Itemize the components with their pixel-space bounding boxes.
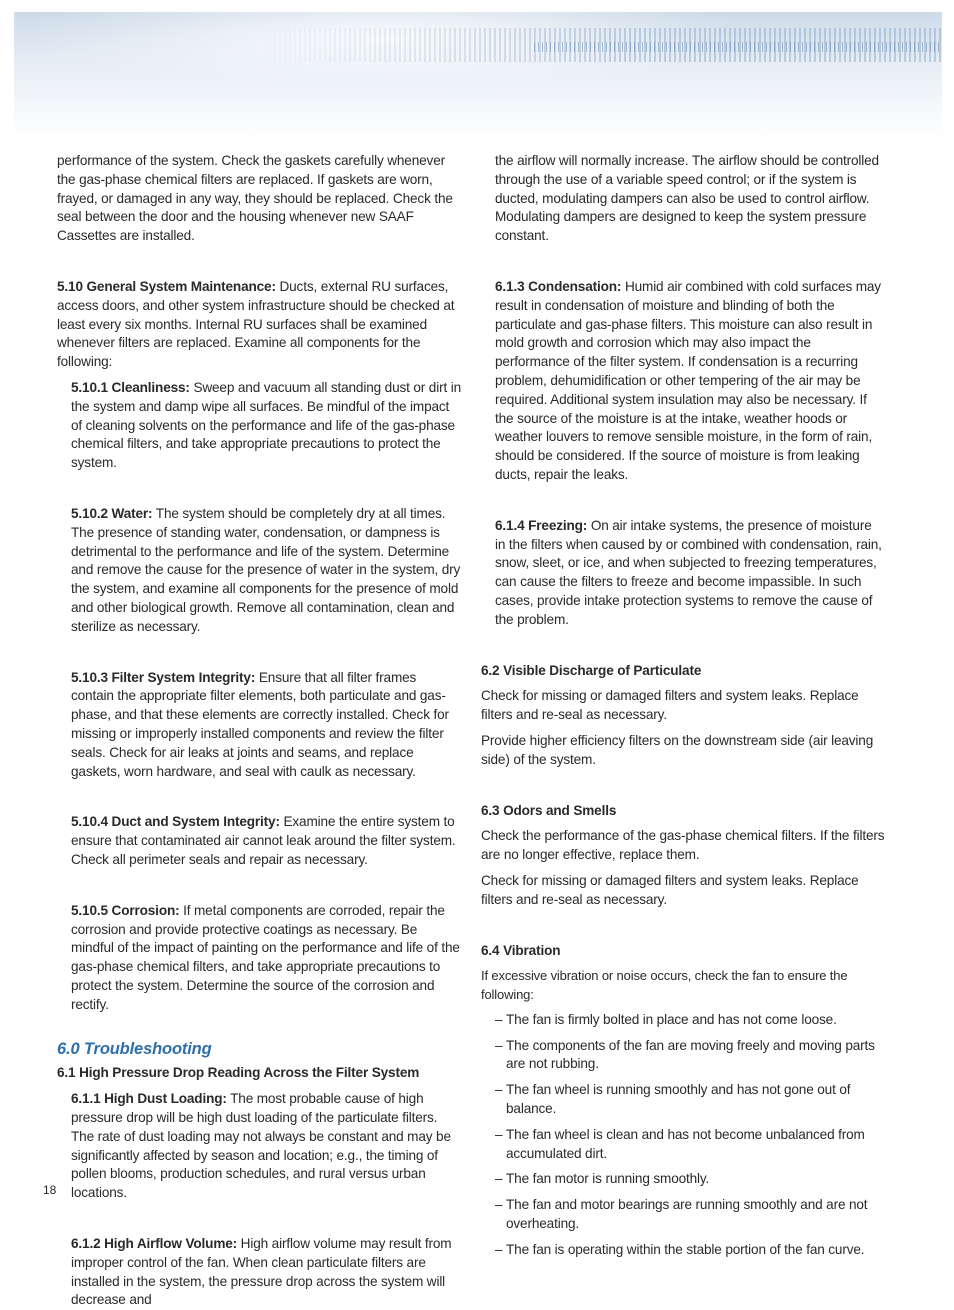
section-5-10-1 — [57, 379, 461, 473]
section-5-10-title: 5.10 General System Maintenance: — [57, 278, 276, 294]
section-5-10-2-title: 5.10.2 Water: — [71, 505, 153, 521]
section-6-1-4-title: 6.1.4 Freezing: — [495, 517, 588, 533]
section-6-1-2-title: 6.1.2 High Airflow Volume: — [71, 1236, 238, 1252]
list-item — [495, 1126, 885, 1164]
list-item — [495, 1170, 885, 1189]
page-number: 18 — [43, 1183, 57, 1197]
section-6-4-heading: 6.4 Vibration — [481, 942, 561, 958]
dash-mark: – — [495, 1037, 503, 1053]
section-5-10-text: Ducts, external RU surfaces, access doors, and other system infrastructure should be checked at least every six months. Internal RU surfaces shall be examined whenever filters are replaced. Examine all components for the following: — [57, 278, 455, 370]
section-5-10-1-text: Sweep and vacuum all standing dust or dirt in the system and damp wipe all surfaces. Be mindful of the impact of cleaning solvents on the performance and life of the gas-phase chemical filters, and take appropriate precautions to protect the system. — [71, 379, 461, 471]
banner-stripes-dark — [534, 42, 942, 52]
dash-mark: – — [495, 1082, 503, 1098]
section-6-3-p2: Check for missing or damaged filters and system leaks. Replace filters and re-seal as necessary. — [481, 872, 859, 907]
list-item-text: The components of the fan are moving freely and moving parts are not rubbing. — [506, 1037, 875, 1072]
dash-mark: – — [495, 1197, 503, 1213]
section-5-10-4-text: Examine the entire system to ensure that contaminated air cannot leak around the filter system. Check all perimeter seals and repair as necessary. — [71, 814, 456, 867]
dash-mark: – — [495, 1241, 503, 1257]
list-item-text: The fan and motor bearings are running smoothly and are not overheating. — [506, 1197, 868, 1232]
list-item-text: The fan wheel is clean and has not become unbalanced from accumulated dirt. — [506, 1126, 865, 1161]
section-6-1-3 — [481, 278, 885, 485]
intro-paragraph: performance of the system. Check the gaskets carefully whenever the gas-phase chemical filters are replaced. If gaskets are worn, frayed, or damaged in any way, they should be replaced. Check the seal between the door and the housing whenever new SAAF Cassettes are installed. — [57, 153, 453, 244]
section-6-4-intro: If excessive vibration or noise occurs, check the fan to ensure the following: — [481, 968, 848, 1003]
list-item-text: The fan is operating within the stable portion of the fan curve. — [506, 1241, 865, 1257]
section-6-1-1 — [57, 1090, 461, 1203]
list-item — [495, 1011, 885, 1030]
left-column — [57, 152, 461, 1310]
list-item — [495, 1196, 885, 1234]
dash-mark: – — [495, 1011, 503, 1027]
list-item — [495, 1241, 885, 1260]
section-6-0-heading: 6.0 Troubleshooting — [57, 1040, 212, 1059]
list-item-text: The fan wheel is running smoothly and has not gone out of balance. — [506, 1082, 851, 1117]
section-6-1-4 — [481, 517, 885, 630]
section-5-10-4-title: 5.10.4 Duct and System Integrity: — [71, 814, 280, 830]
section-6-1-2-text: High airflow volume may result from improper control of the fan. When clean particulate filters are installed in the system, the pressure drop across the system will decrease and — [71, 1236, 452, 1308]
section-6-1-1-title: 6.1.1 High Dust Loading: — [71, 1091, 227, 1107]
list-item — [495, 1081, 885, 1119]
section-5-10-1-title: 5.10.1 Cleanliness: — [71, 379, 190, 395]
header-banner — [14, 12, 942, 140]
section-6-1-heading: 6.1 High Pressure Drop Reading Across the Filter System — [57, 1065, 420, 1081]
section-5-10-5 — [57, 902, 461, 1015]
continued-paragraph: the airflow will normally increase. The airflow should be controlled through the use of a variable speed control; or if the system is ducted, modulating dampers can also be used to control airflow. Modulating dampers are designed to keep the system pressure constant. — [495, 153, 879, 244]
section-6-2-p2: Provide higher efficiency filters on the downstream side (air leaving side) of the system. — [481, 732, 874, 767]
section-5-10-4 — [57, 813, 461, 869]
dash-mark: – — [495, 1126, 503, 1142]
section-5-10-3-text: Ensure that all filter frames contain the appropriate filter elements, both particulate and gas-phase, and that these elements are correctly installed. Check for missing or improperly installed components and review the filter seals. Check for air leaks at joints and seams, and replace gaskets, worn hardware, and seal with caulk as necessary. — [71, 669, 449, 779]
list-item-text: The fan motor is running smoothly. — [506, 1171, 710, 1187]
right-column — [481, 152, 885, 1267]
section-6-1-3-title: 6.1.3 Condensation: — [495, 278, 622, 294]
section-5-10-2-text: The system should be completely dry at all times. The presence of standing water, condensation, or dampness is detrimental to the performance and life of the system. Determine and remove the cause for the presence of water in the system, dry the system, and examine all components for the presence of mold and other biological growth. Remove all contamination, clean and sterilize as necessary. — [71, 505, 461, 634]
section-5-10-3-title: 5.10.3 Filter System Integrity: — [71, 669, 256, 685]
section-5-10 — [57, 278, 461, 372]
section-5-10-5-text: If metal components are corroded, repair the corrosion and provide protective coatings as necessary. Be mindful of the impact of painting on the performance and life of the gas-phase chemical filters, and take appropriate precautions to protect the system. Determine the source of the corrosion and rectify. — [71, 902, 460, 1012]
vibration-checklist — [481, 1011, 885, 1260]
section-6-1-2 — [57, 1235, 461, 1310]
section-6-2-p1: Check for missing or damaged filters and system leaks. Replace filters and re-seal as necessary. — [481, 688, 859, 723]
list-item — [495, 1037, 885, 1075]
section-6-2-heading: 6.2 Visible Discharge of Particulate — [481, 662, 702, 678]
section-6-3-p1: Check the performance of the gas-phase chemical filters. If the filters are no longer effective, replace them. — [481, 828, 885, 863]
list-item-text: The fan is firmly bolted in place and has not come loose. — [506, 1011, 837, 1027]
dash-mark: – — [495, 1171, 503, 1187]
section-6-3-heading: 6.3 Odors and Smells — [481, 802, 617, 818]
section-6-1-4-text: On air intake systems, the presence of moisture in the filters when caused by or combined with condensation, rain, snow, sleet, or ice, and when subjected to freezing temperatures, can cause the filters to freeze and become impassible. In such cases, provide intake protection systems to remove the cause of the problem. — [495, 517, 882, 627]
section-5-10-5-title: 5.10.5 Corrosion: — [71, 902, 180, 918]
section-5-10-2 — [57, 505, 461, 637]
section-6-1-3-text: Humid air combined with cold surfaces may result in condensation of moisture and blinding of both the particulate and gas-phase filters. This moisture can also result in mold growth and corrosion which may also impact the performance of the filter system. If condensation is a recurring problem, dehumidification or other tempering of the air may be required. Additional system insulation may also be necessary. If the source of the moisture is at the intake, weather hoods or weather louvers to remove sensible moisture, in the form of rain, should be considered. If the source of moisture is from leaking ducts, repair the leaks. — [495, 278, 881, 482]
section-6-1-1-text: The most probable cause of high pressure drop will be high dust loading of the particulate filters. The rate of dust loading may not always be constant and may be significantly affected by season and location; e.g., the timing of pollen blooms, production schedules, and rural versus urban locations. — [71, 1091, 451, 1201]
section-5-10-3 — [57, 669, 461, 782]
